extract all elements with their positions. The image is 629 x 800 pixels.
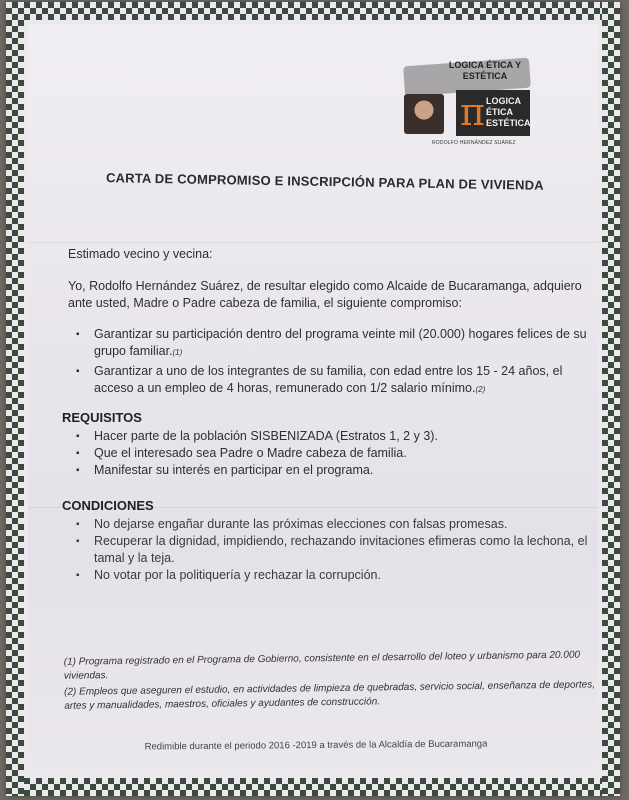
list-item — [72, 363, 602, 398]
list-item: ▪ Hacer parte de la población SISBENIZADA (Estratos 1, 2 y 3). — [72, 428, 602, 445]
candidate-name: RODOLFO HERNÁNDEZ SUÁREZ — [432, 140, 516, 146]
candidate-photo — [404, 94, 444, 134]
letter-sheet — [6, 2, 620, 796]
footnotes — [64, 648, 605, 716]
list-item: ▪ Manifestar su interés en participar en el programa. — [72, 462, 602, 479]
logo-word: ÉTICA — [486, 107, 513, 117]
requisitos-heading: REQUISITOS — [62, 410, 142, 425]
pi-symbol-icon: π — [460, 90, 485, 134]
list-item: ▪ No dejarse engañar durante las próximas elecciones con falsas promesas. — [72, 516, 602, 533]
logo-mark — [456, 90, 530, 136]
logo-top-text: LOGICA ÉTICA Y ESTÉTICA — [448, 60, 522, 81]
list-item: ▪ No votar por la politiquería y rechazar la corrupción. — [72, 567, 602, 584]
decorative-border-right — [602, 2, 620, 796]
footnote: (1) Programa registrado en el Programa de Gobierno, consistente en el desarrollo del loteo y urbanismo para 20.000 viviendas. — [63, 649, 581, 682]
campaign-logo — [390, 54, 538, 150]
footnote-ref: (2) — [475, 385, 486, 394]
paper-fold — [28, 242, 598, 243]
redeem-note: Redimible durante el periodo 2016 -2019 a través de la Alcaldía de Bucaramanga — [144, 738, 488, 753]
commitment-text: Garantizar a uno de los integrantes de su familia, con edad entre los 15 - 24 años, el acceso a un empleo de 4 horas, remunerado con 1/2 salario mínimo. — [94, 364, 563, 395]
footnote-ref: (1) — [172, 348, 183, 357]
condiciones-heading: CONDICIONES — [62, 498, 154, 513]
greeting: Estimado vecino y vecina: — [68, 247, 213, 261]
decorative-border-left — [6, 2, 24, 796]
requisitos-list — [72, 428, 602, 479]
logo-word: LOGICA — [486, 96, 521, 106]
decorative-border-top — [6, 2, 620, 20]
list-item: ▪ Recuperar la dignidad, impidiendo, rechazando invitaciones efimeras como la lechona, el tamal y la teja. — [72, 533, 602, 567]
list-item: ▪ Que el interesado sea Padre o Madre cabeza de familia. — [72, 445, 602, 462]
footnote: (2) Empleos que aseguren el estudio, en actividades de limpieza de quebradas, servicio social, enseñanza de deportes, artes y manualidades, maestros, oficiales y ayudantes de construcción. — [64, 679, 596, 712]
document-title: CARTA DE COMPROMISO E INSCRIPCIÓN PARA PLAN DE VIVIENDA — [105, 170, 544, 193]
condiciones-list — [72, 516, 602, 584]
list-item — [72, 326, 602, 361]
decorative-border-bottom — [6, 778, 620, 796]
commitments-list — [72, 326, 602, 400]
logo-words — [486, 96, 531, 129]
intro-paragraph: Yo, Rodolfo Hernández Suárez, de resultar elegido como Alcaide de Bucaramanga, adquiero ante usted, Madre o Padre cabeza de familia, el siguiente compromiso: — [68, 279, 582, 310]
logo-word: ESTÉTICA — [486, 118, 531, 128]
commitment-text: Garantizar su participación dentro del programa veinte mil (20.000) hogares felices de su grupo familiar. — [94, 327, 587, 358]
